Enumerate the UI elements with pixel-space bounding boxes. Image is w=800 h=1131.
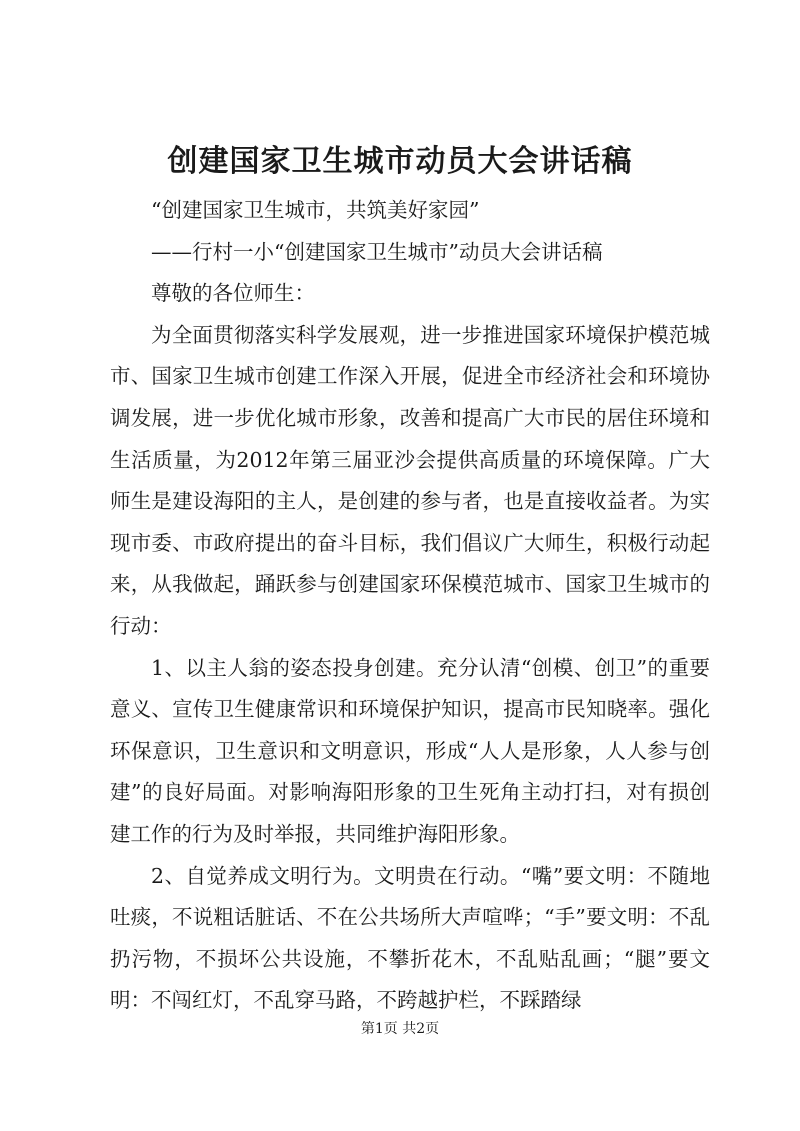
slogan-paragraph: “创建国家卫生城市，共筑美好家园”	[151, 198, 480, 222]
salutation-paragraph: 尊敬的各位师生：	[151, 281, 315, 306]
document-title: 创建国家卫生城市动员大会讲话稿	[167, 144, 633, 179]
point-1-paragraph: 1、以主人翁的姿态投身创建。充分认清“创模、创卫”的重要意义、宣传卫生健康常识和环境保护知识，提高市民知晓率。强化环保意识，卫生意识和文明意识，形成“人人是形象，人人参与创建”的良好局面。对影响海阳形象的卫生死角主动打扫，对有损创建工作的行为及时举报，共同维护海阳形象。	[110, 655, 710, 846]
document-body	[110, 190, 710, 1022]
point-2-paragraph: 2、自觉养成文明行为。文明贵在行动。“嘴”要文明：不随地吐痰，不说粗话脏话、不在公共场所大声喧哗；“手”要文明：不乱扔污物，不损坏公共设施，不攀折花木，不乱贴乱画；“腿”要文明：不闯红灯，不乱穿马路，不跨越护栏，不踩踏绿	[110, 863, 710, 1013]
subtitle-paragraph: ——行村一小“创建国家卫生城市”动员大会讲话稿	[151, 239, 603, 264]
page-footer: 第1页 共2页	[360, 1021, 440, 1037]
intro-paragraph: 为全面贯彻落实科学发展观，进一步推进国家环境保护模范城市、国家卫生城市创建工作深入开展，促进全市经济社会和环境协调发展，进一步优化城市形象，改善和提高广大市民的居住环境和生活质量，为2012年第三届亚沙会提供高质量的环境保障。广大师生是建设海阳的主人，是创建的参与者，也是直接收益者。为实现市委、市政府提出的奋斗目标，我们倡议广大师生，积极行动起来，从我做起，踊跃参与创建国家环保模范城市、国家卫生城市的行动：	[110, 322, 710, 638]
